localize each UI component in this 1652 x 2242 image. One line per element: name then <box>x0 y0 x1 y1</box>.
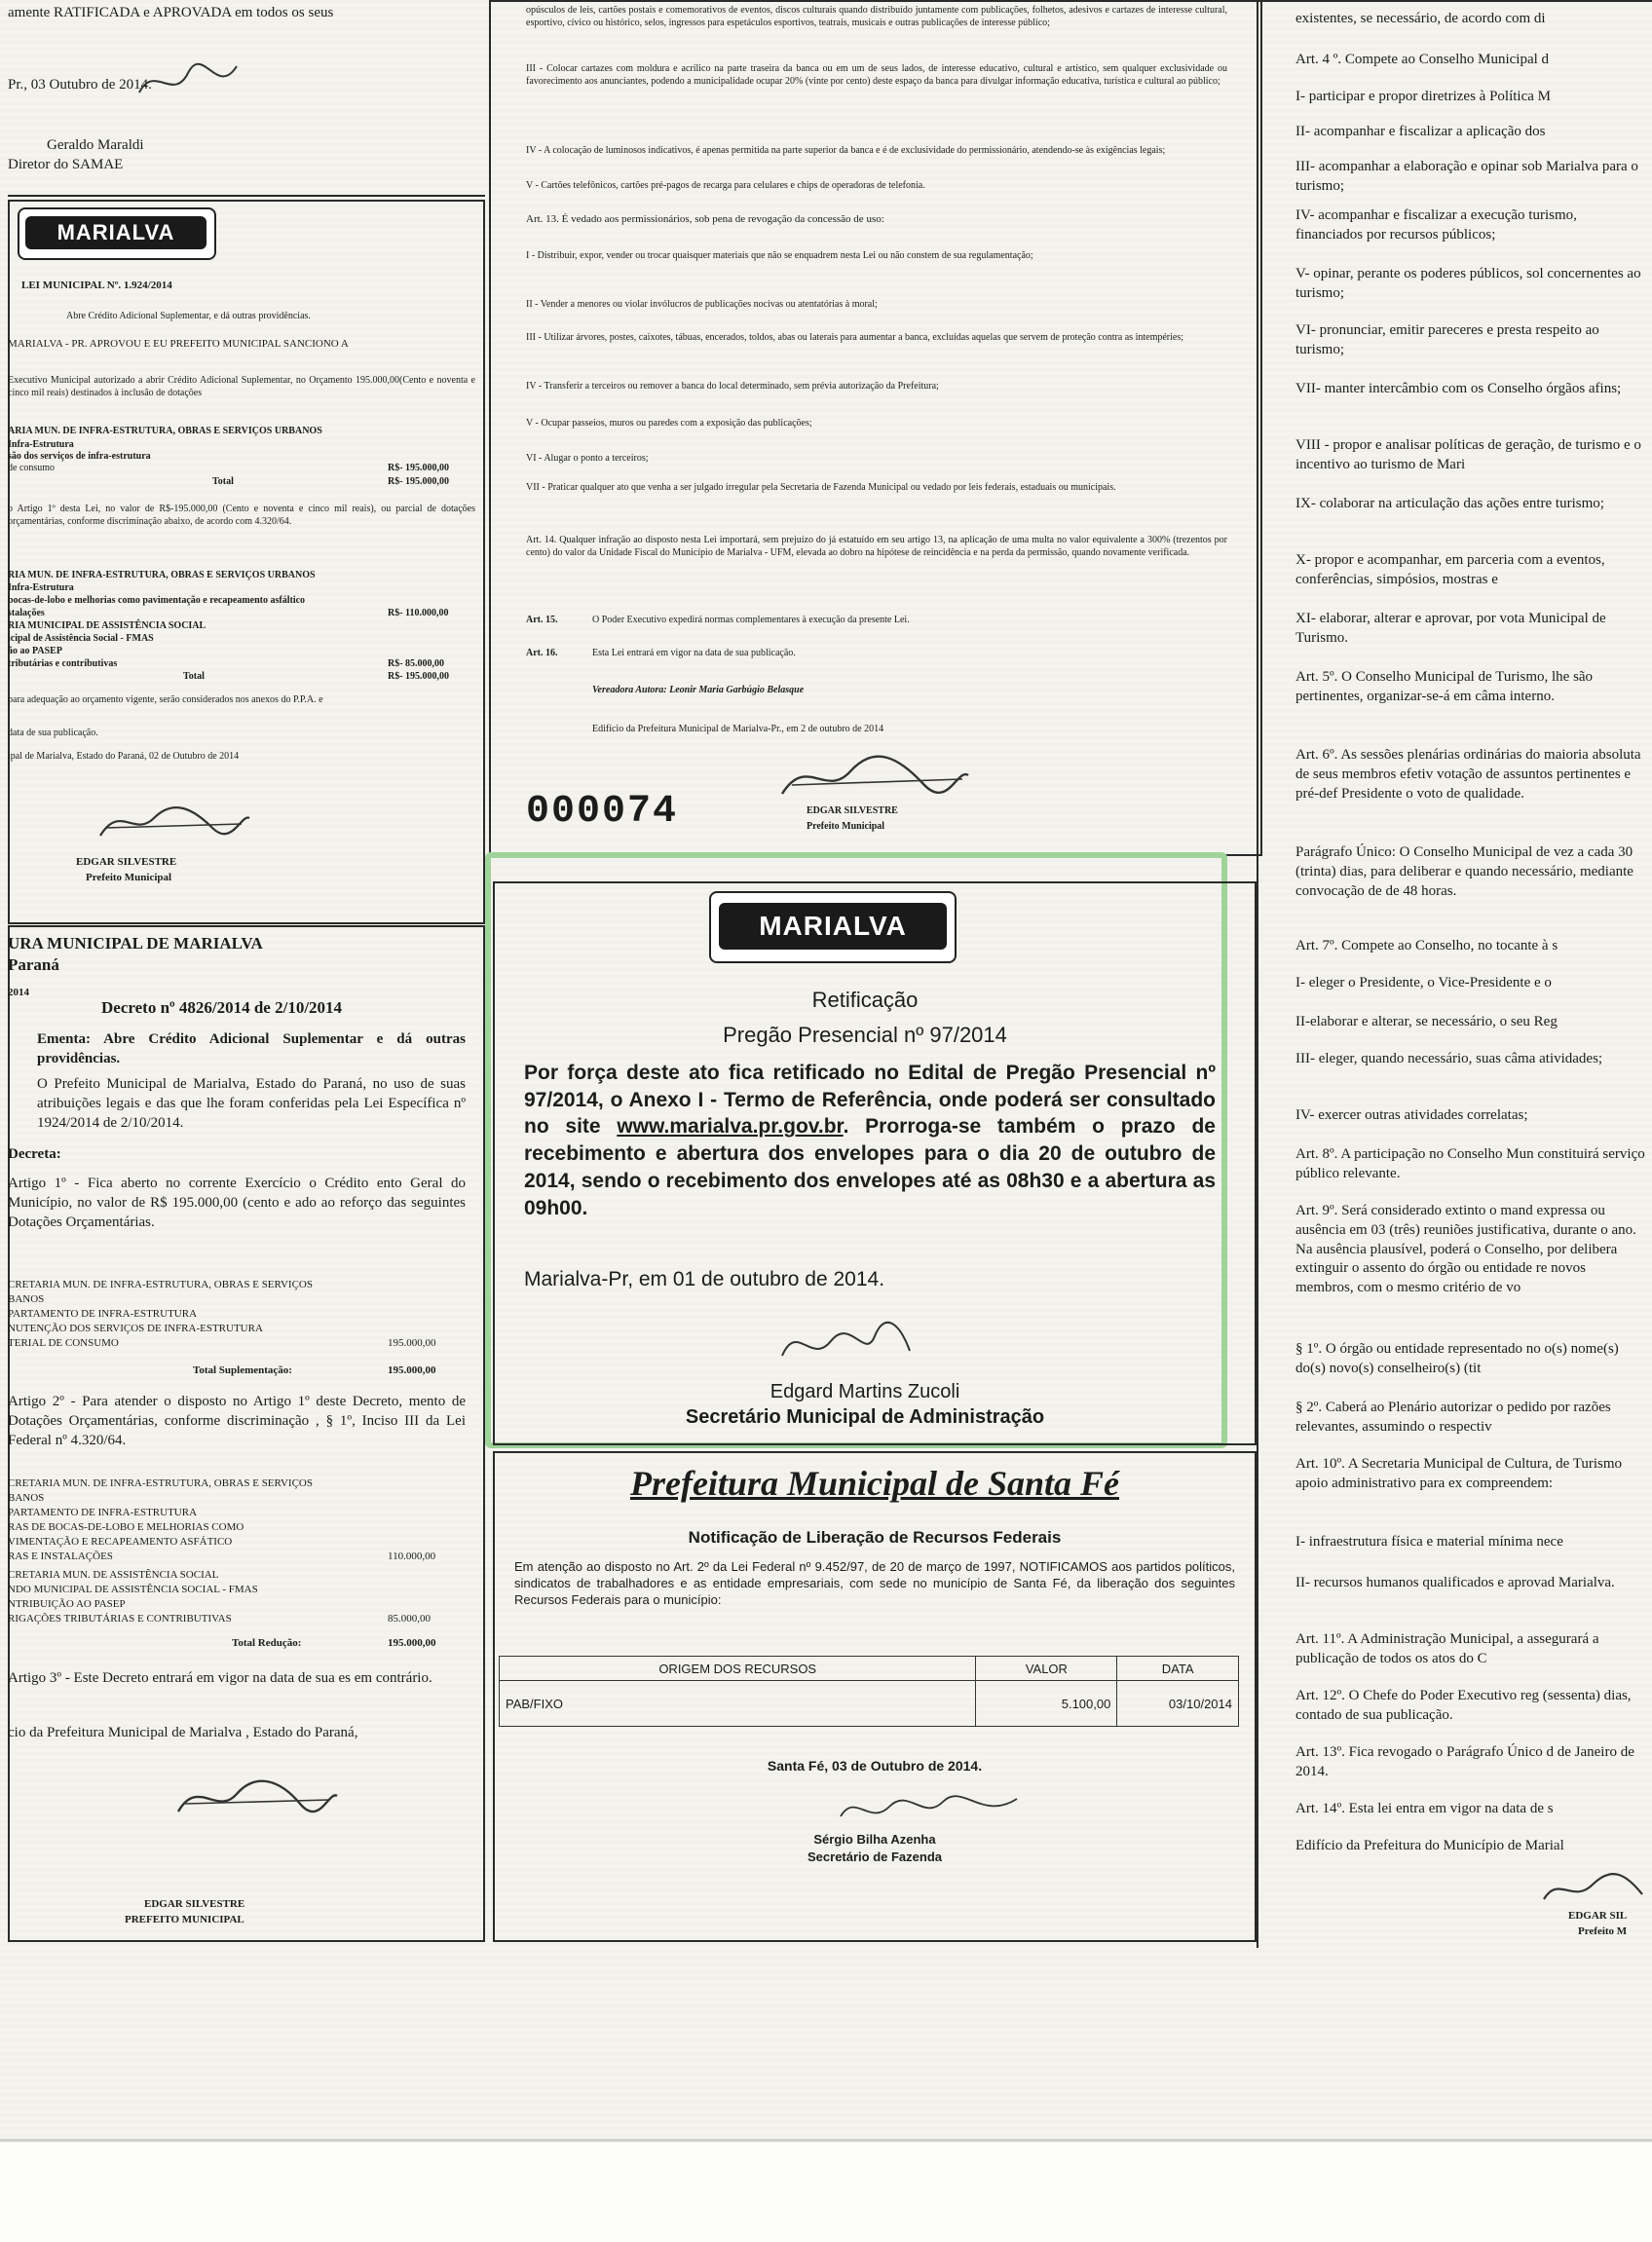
law-art3: para adequação ao orçamento vigente, serão considerados nos anexos do P.P.A. e <box>8 694 323 705</box>
r-a7-i: I- eleger o Presidente, o Vice-Presidente e o <box>1295 975 1552 990</box>
r-viii: VIII - propor e analisar políticas de geração, de turismo e o incentivo ao turismo de Mari <box>1295 437 1641 472</box>
d2-line-6: RAS E INSTALAÇÕES <box>8 1551 113 1562</box>
decree-decreta: Decreta: <box>8 1146 61 1162</box>
decree-header-1: URA MUNICIPAL DE MARIALVA <box>8 934 263 953</box>
sf-row-origin: PAB/FIXO <box>500 1681 976 1727</box>
r-a10-ii: II- recursos humanos qualificados e aprovad Marialva. <box>1295 1575 1615 1590</box>
d2-line-10: RIGAÇÕES TRIBUTÁRIAS E CONTRIBUTIVAS <box>8 1613 232 1625</box>
d2-total-label: Total Redução: <box>232 1637 302 1649</box>
d2-line-9: NTRIBUIÇÃO AO PASEP <box>8 1598 126 1610</box>
r-art8: Art. 8º. A participação no Conselho Mun constituirá serviço público relevante. <box>1295 1146 1645 1181</box>
r-top: existentes, se necessário, de acordo com di <box>1295 11 1546 26</box>
sf-body: Em atenção ao disposto no Art. 2º da Lei Federal nº 9.452/97, de 20 de março de 1997, NOTIFICAMOS aos partidos políticos, sindicatos de trabalhadores e as entidade empresariais, com sede no município de Santa Fé, da liberação dos seguintes Recursos Federais para o município: <box>514 1559 1235 1608</box>
signature-silvestre-law <box>95 799 251 838</box>
divider <box>8 195 485 197</box>
d2-line-6-value: 110.000,00 <box>388 1551 436 1562</box>
r-art7: Art. 7º. Compete ao Conselho, no tocante à s <box>1295 938 1558 953</box>
r-par-unico: Parágrafo Único: O Conselho Municipal de vez a cada 30 (trinta) dias, para deliberar e quando necessário, mediante convocação de de 48 horas. <box>1295 844 1633 899</box>
marialva-logo <box>18 207 216 260</box>
signature-zucoli <box>777 1317 914 1356</box>
r-iv: IV- acompanhar e fiscalizar a execução turismo, financiados por recursos públicos; <box>1295 207 1577 243</box>
r-signer-title: Prefeito M <box>1578 1925 1628 1937</box>
mid-art15: O Poder Executivo expedirá normas complementares à execução da presente Lei. <box>592 615 910 625</box>
law-art2: o Artigo 1º desta Lei, no valor de R$-195.000,00 (Cento e noventa e cinco mil reais), ou parcial de dotações orçamentárias, conforme discriminação abaixo, de acordo com 4.320/64. <box>8 504 475 528</box>
sec3-total-label: Total <box>183 671 205 682</box>
mid-item-iii: III - Colocar cartazes com moldura e acrílico na parte traseira da banca ou em um de seus lados, de interesse educativo, cultural e artístico, sem qualquer exclusividade ou favorecimento aos anunciantes, podendo a municipalidade ocupar 20% (vinte por cento) deste espaço da banca para divulgar informação educativa, turística e cultural ao público; <box>526 63 1227 88</box>
decree-art3: Artigo 3º - Este Decreto entrará em vigor na data de sua es em contrário. <box>8 1670 432 1686</box>
decree-signer: EDGAR SILVESTRE <box>144 1898 245 1910</box>
sec2-item-value: R$- 110.000,00 <box>388 608 449 618</box>
ret-title: Retificação <box>811 988 919 1012</box>
decree-title: Decreto nº 4826/2014 de 2/10/2014 <box>101 998 343 1017</box>
mid-a13-vii: VII - Praticar qualquer ato que venha a ser julgado irregular pela Secretaria de Fazenda Municipal ou vedado por leis federais, estaduais ou municipais. <box>526 482 1116 493</box>
sf-table-header-row <box>500 1657 1239 1681</box>
d2-line-3: PARTAMENTO DE INFRA-ESTRUTURA <box>8 1507 198 1518</box>
r-art5: Art. 5º. O Conselho Municipal de Turismo, lhe são pertinentes, organizar-se-á em câma interno. <box>1295 669 1594 704</box>
mid-top-text: opúsculos de leis, cartões postais e comemorativos de eventos, discos culturais quando distribuído juntamente com publicações, folhetos, adesivos e cartazes de interesse cultural, esportivo, cívico ou histórico, selos, ingressos para espetáculos esportivos, teatrais, musicais e outras publicações de interesse público; <box>526 5 1227 29</box>
sf-row-value: 5.100,00 <box>976 1681 1117 1727</box>
d2-line-5: VIMENTAÇÃO E RECAPEAMENTO ASFÁTICO <box>8 1536 233 1548</box>
sec1-total-label: Total <box>212 476 234 487</box>
sf-col-date: DATA <box>1117 1657 1239 1681</box>
r-vii: VII- manter intercâmbio com os Conselho órgãos afins; <box>1295 381 1622 396</box>
sec3-sub1: icipal de Assistência Social - FMAS <box>8 633 154 644</box>
r-vi: VI- pronunciar, emitir pareceres e presta respeito ao turismo; <box>1295 322 1599 357</box>
sf-signer-title: Secretário de Fazenda <box>807 1850 942 1864</box>
mid-item-v: V - Cartões telefônicos, cartões pré-pagos de recarga para celulares e chips de operadoras de telefonia. <box>526 180 925 191</box>
mid-art14: Art. 14. Qualquer infração ao disposto nesta Lei importará, sem prejuízo do já estatuído em seu artigo 13, na aplicação de uma multa no valor equivalente a 300% (trezentos por cento) do valor da Unidade Fiscal do Município de Marialva - UFM, elevada ao dobro na hipótese de reincidência e na perda da permissão, quando novamente verificada. <box>526 535 1227 559</box>
signature-silvestre-right <box>1539 1870 1646 1909</box>
sec1-sub2: são dos serviços de infra-estrutura <box>8 451 151 462</box>
decree-ementa: Ementa: Abre Crédito Adicional Suplementar e dá outras providências. <box>37 1031 466 1066</box>
r-art14: Art. 14º. Esta lei entra em vigor na data de s <box>1295 1801 1554 1816</box>
marialva-logo-text: MARIALVA <box>25 216 206 249</box>
sec3-sub2: ão ao PASEP <box>8 646 62 656</box>
d2-line-10-value: 85.000,00 <box>388 1613 431 1625</box>
mid-a13-ii: II - Vender a menores ou violar invólucros de publicações nocivas ou atentatórias à moral; <box>526 299 878 310</box>
law-summary: Abre Crédito Adicional Suplementar, e dá outras providências. <box>66 311 311 321</box>
scan-edge <box>0 2139 1652 2142</box>
d2-line-2: BANOS <box>8 1492 45 1504</box>
r-x: X- propor e acompanhar, em parceria com a eventos, conferências, simpósios, mostras e <box>1295 552 1605 587</box>
mid-art13: Art. 13. É vedado aos permissionários, sob pena de revogação da concessão de uso: <box>526 213 884 225</box>
mid-a13-iii: III - Utilizar árvores, postes, caixotes, tábuas, encerados, toldos, abas ou laterais para aumentar a banca, excluídas aquelas que servem de proteção contra as intempéries; <box>526 332 1183 343</box>
law-authorization: Executivo Municipal autorizado a abrir Crédito Adicional Suplementar, no Orçamento 195.000,00(Cento e noventa e cinco mil reais) destinados à inclusão de dotações <box>8 375 475 399</box>
d2-line-8: NDO MUNICIPAL DE ASSISTÊNCIA SOCIAL - FMAS <box>8 1584 258 1595</box>
decree-place: cio da Prefeitura Municipal de Marialva , Estado do Paraná, <box>8 1725 358 1740</box>
mid-signer-title: Prefeito Municipal <box>807 821 885 832</box>
mid-a13-i: I - Distribuir, expor, vender ou trocar quaisquer materiais que não se enquadrem nesta Lei ou não constem de sua regulamentação; <box>526 250 1033 261</box>
ret-body-2: . Prorroga-se também o prazo de recebimento e abertura dos envelopes para o dia 20 de outubro de 2014, sendo o recebimento dos envelopes até as 08h30 e a abertura as 09h00. <box>524 1115 1216 1219</box>
r-p1: § 1º. O órgão ou entidade representado no o(s) nome(s) do(s) novo(s) conselheiro(s) (tit <box>1295 1341 1619 1376</box>
ret-link[interactable]: www.marialva.pr.gov.br <box>617 1115 844 1139</box>
r-p2: § 2º. Caberá ao Plenário autorizar o pedido por razões relevantes, assumindo o respectiv <box>1295 1400 1611 1435</box>
r-art4: Art. 4 º. Compete ao Conselho Municipal d <box>1295 52 1550 67</box>
sf-signer: Sérgio Bilha Azenha <box>813 1832 936 1847</box>
r-xi: XI- elaborar, alterar e aprovar, por vota Municipal de Turismo. <box>1295 611 1606 646</box>
d1-line-4: NUTENÇÃO DOS SERVIÇOS DE INFRA-ESTRUTURA <box>8 1323 263 1334</box>
r-signer: EDGAR SIL <box>1568 1910 1628 1922</box>
stamp-number: 000074 <box>526 790 679 834</box>
mid-item-iv: IV - A colocação de luminosos indicativos, é apenas permitida na parte superior da banca e é de exclusividade do permissionário, atendendo-se às exigências legais; <box>526 145 1166 156</box>
decree-art1: Artigo 1º - Fica aberto no corrente Exercício o Crédito ento Geral do Município, no valor de R$ 195.000,00 (cento e ado ao reforço das seguintes Dotações Orçamentárias. <box>8 1176 466 1230</box>
mid-author: Vereadora Autora: Leonir Maria Garbúgio Belasque <box>592 685 805 695</box>
d1-line-3: PARTAMENTO DE INFRA-ESTRUTURA <box>8 1308 198 1320</box>
sec3-item-value: R$- 85.000,00 <box>388 658 445 669</box>
maraldi-name: Geraldo Maraldi <box>47 137 144 153</box>
d1-line-5: TERIAL DE CONSUMO <box>8 1337 119 1349</box>
law-place-date: ipal de Marialva, Estado do Paraná, 02 de Outubro de 2014 <box>8 751 240 762</box>
d2-line-1: CRETARIA MUN. DE INFRA-ESTRUTURA, OBRAS E SERVIÇOS <box>8 1477 313 1489</box>
signature-maraldi <box>134 58 242 97</box>
d1-total-label: Total Suplementação: <box>193 1364 292 1376</box>
mid-art15-label: Art. 15. <box>526 615 558 625</box>
decree-header-2: Paraná <box>8 955 59 974</box>
sf-row-date: 03/10/2014 <box>1117 1681 1239 1727</box>
mid-signer: EDGAR SILVESTRE <box>807 805 898 816</box>
right-column <box>1257 0 1652 1948</box>
law-intro: MARIALVA - PR. APROVOU E EU PREFEITO MUNICIPAL SANCIONO A <box>8 338 349 350</box>
ret-body-1: Por força deste ato fica retificado no Edital de Pregão Presencial nº 97/2014, o Anexo I - Termo de Referência, onde poderá ser consultado no site <box>524 1062 1216 1139</box>
r-ix: IX- colaborar na articulação das ações entre turismo; <box>1295 496 1604 511</box>
signature-azenha <box>836 1787 1021 1826</box>
mid-place-date: Edifício da Prefeitura Municipal de Marialva-Pr., em 2 de outubro de 2014 <box>592 724 884 734</box>
r-iii: III- acompanhar a elaboração e opinar sob Marialva para o turismo; <box>1295 159 1638 194</box>
sf-title: Prefeitura Municipal de Santa Fé <box>629 1464 1120 1503</box>
r-place: Edifício da Prefeitura do Município de Marial <box>1295 1838 1564 1853</box>
mid-a13-vi: VI - Alugar o ponto a terceiros; <box>526 453 649 464</box>
d2-total-value: 195.000,00 <box>388 1637 436 1649</box>
r-art13: Art. 13º. Fica revogado o Parágrafo Único d de Janeiro de 2014. <box>1295 1744 1634 1779</box>
ratification-date: Pr., 03 Outubro de 2014. <box>8 77 152 93</box>
ret-signer: Edgard Martins Zucoli <box>770 1381 960 1402</box>
d1-line-1: CRETARIA MUN. DE INFRA-ESTRUTURA, OBRAS E SERVIÇOS <box>8 1279 313 1290</box>
sec1-item: de consumo <box>8 463 56 473</box>
r-a7-ii: II-elaborar e alterar, se necessário, o seu Reg <box>1295 1014 1558 1029</box>
signature-silvestre-mid <box>777 750 972 789</box>
r-art9: Art. 9º. Será considerado extinto o mand expressa ou ausência em 03 (três) reuniões justificativa, durante o ano. Na ausência plausível, poderá o Conselho, por delibera extinguir o assento do órgão ou entidade re novos membros, com o mesmo critério de vo <box>1295 1203 1636 1296</box>
sec3-total-value: R$- 195.000,00 <box>388 671 450 682</box>
sf-date: Santa Fé, 03 de Outubro de 2014. <box>767 1758 983 1774</box>
left-column <box>8 0 485 1948</box>
r-v: V- opinar, perante os poderes públicos, sol concernentes ao turismo; <box>1295 266 1641 301</box>
decree-preamble: O Prefeito Municipal de Marialva, Estado do Paraná, no uso de suas atribuições legais e das que lhe foram conferidas pela Lei Específica nº 1924/2014 de 2/10/2014. <box>37 1076 466 1131</box>
decree-signer-title: PREFEITO MUNICIPAL <box>125 1914 244 1925</box>
r-a7-iv: IV- exercer outras atividades correlatas; <box>1295 1107 1528 1123</box>
ratification-fragment: amente RATIFICADA e APROVADA em todos os seus <box>8 5 334 20</box>
table-row <box>500 1681 1239 1727</box>
r-art11: Art. 11º. A Administração Municipal, a assegurará a publicação de todos os atos do C <box>1295 1631 1599 1666</box>
law-signer-title: Prefeito Municipal <box>86 872 172 883</box>
decree-year: 2014 <box>8 987 29 998</box>
r-art6: Art. 6º. As sessões plenárias ordinárias do maioria absoluta de seus membros efetiv votação de assuntos pertinentes e pré-def Presidente o voto de qualidade. <box>1295 747 1641 802</box>
d2-line-4: RAS DE BOCAS-DE-LOBO E MELHORIAS COMO <box>8 1521 244 1533</box>
mid-art16-label: Art. 16. <box>526 648 558 658</box>
r-a7-iii: III- eleger, quando necessário, suas câma atividades; <box>1295 1051 1603 1066</box>
middle-column <box>485 0 1264 1948</box>
ret-signer-title: Secretário Municipal de Administração <box>685 1406 1045 1428</box>
r-a10-i: I- infraestrutura física e material mínima nece <box>1295 1534 1563 1550</box>
sec2-item: stalações <box>8 608 45 618</box>
r-art12: Art. 12º. O Chefe do Poder Executivo reg (sessenta) dias, contado de sua publicação. <box>1295 1688 1632 1723</box>
sec1-total-value: R$- 195.000,00 <box>388 476 450 487</box>
sf-heading: Notificação de Liberação de Recursos Federais <box>688 1528 1062 1547</box>
ret-date: Marialva-Pr, em 01 de outubro de 2014. <box>524 1268 885 1290</box>
mid-art16: Esta Lei entrará em vigor na data de sua publicação. <box>592 648 796 658</box>
r-i: I- participar e propor diretrizes à Política M <box>1295 89 1551 104</box>
ret-body <box>524 1060 1216 1221</box>
d1-total-value: 195.000,00 <box>388 1364 436 1376</box>
sec1-title: ARIA MUN. DE INFRA-ESTRUTURA, OBRAS E SERVIÇOS URBANOS <box>8 426 322 436</box>
law-art4: data de sua publicação. <box>8 728 98 738</box>
law-title: LEI MUNICIPAL Nº. 1.924/2014 <box>21 280 172 291</box>
sec2-sub1: Infra-Estrutura <box>8 582 74 593</box>
sec3-title: RIA MUNICIPAL DE ASSISTÊNCIA SOCIAL <box>8 620 206 631</box>
sec1-item-value: R$- 195.000,00 <box>388 463 450 473</box>
sec2-sub2: bocas-de-lobo e melhorias como pavimentação e recapeamento asfáltico <box>8 595 306 606</box>
sf-col-value: VALOR <box>976 1657 1117 1681</box>
signature-silvestre-decree <box>173 1773 339 1812</box>
maraldi-title: Diretor do SAMAE <box>8 157 124 172</box>
d1-line-2: BANOS <box>8 1293 45 1305</box>
decree-art2: Artigo 2º - Para atender o disposto no Artigo 1º deste Decreto, mento de Dotações Orçamentárias, conforme discriminação , § 1º, Inciso III da Lei Federal nº 4.320/64. <box>8 1394 466 1448</box>
sec3-item: tributárias e contributivas <box>8 658 118 669</box>
d1-line-5-value: 195.000,00 <box>388 1337 436 1349</box>
sf-resources-table <box>499 1656 1239 1727</box>
d2-line-7: CRETARIA MUN. DE ASSISTÊNCIA SOCIAL <box>8 1569 219 1581</box>
mid-a13-v: V - Ocupar passeios, muros ou paredes com a exposição das publicações; <box>526 418 812 429</box>
sec1-sub1: Infra-Estrutura <box>8 439 74 450</box>
ret-marialva-logo <box>709 891 957 963</box>
r-ii: II- acompanhar e fiscalizar a aplicação dos <box>1295 124 1546 139</box>
sec2-title: RIA MUN. DE INFRA-ESTRUTURA, OBRAS E SERVIÇOS URBANOS <box>8 570 316 580</box>
mid-a13-iv: IV - Transferir a terceiros ou remover a banca do local determinado, sem prévia autorização da Prefeitura; <box>526 381 939 392</box>
r-art10: Art. 10º. A Secretaria Municipal de Cultura, de Turismo apoio administrativo para ex compreendem: <box>1295 1456 1623 1491</box>
ret-marialva-logo-text: MARIALVA <box>719 903 947 950</box>
ret-subtitle: Pregão Presencial nº 97/2014 <box>723 1023 1007 1047</box>
sf-col-origin: ORIGEM DOS RECURSOS <box>500 1657 976 1681</box>
law-signer: EDGAR SILVESTRE <box>76 856 177 868</box>
